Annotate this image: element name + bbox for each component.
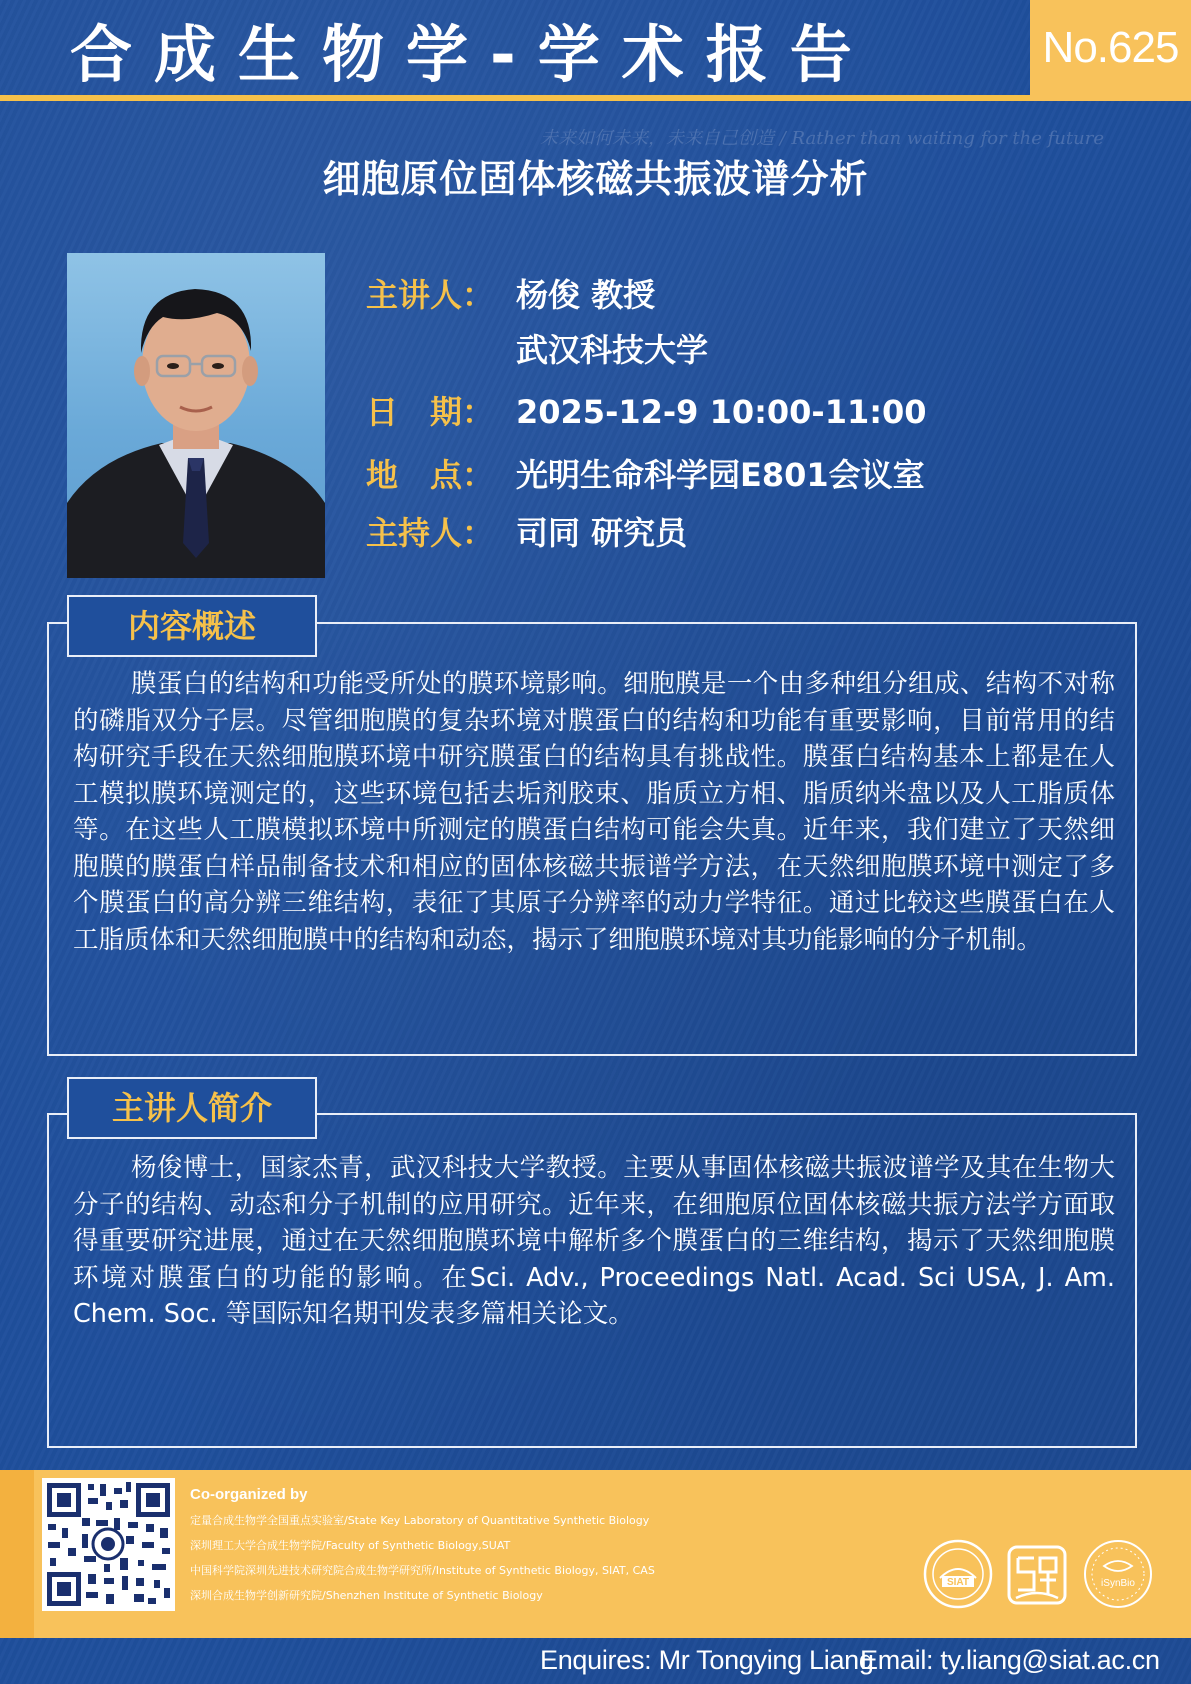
faculty-logo-icon (1004, 1542, 1070, 1612)
bio-text: 杨俊博士，国家杰青，武汉科技大学教授。主要从事固体核磁共振波谱学及其在生物大分子的结构、动态和分子机制的应用研究。近年来，在细胞原位固体核磁共振方法学方面取得重要研究进展，通过在天然细胞膜环境中解析多个膜蛋白的三维结构，揭示了天然细胞膜环境对膜蛋白的功能的影响。在Sci. Adv., Proceedings Natl. Acad. Sci USA, J. Am. Chem. Soc. 等国际知名期刊发表多篇相关论文。 (73, 1153, 1115, 1329)
header-rule (0, 95, 1030, 101)
siat-logo-icon (922, 1538, 994, 1614)
co-organized-label: Co-organized by (190, 1486, 308, 1503)
siat-logo-text: SIAT (946, 1577, 970, 1588)
organizer-4: 深圳合成生物学创新研究院/Shenzhen Institute of Synthetic Biology (190, 1589, 543, 1602)
footer-left-strip (0, 1470, 34, 1638)
series-title: 合成生物学-学术报告 (70, 18, 874, 91)
email-contact[interactable]: Email: ty.liang@siat.ac.cn (860, 1645, 1160, 1675)
organizer-1: 定量合成生物学全国重点实验室/State Key Laboratory of Quantitative Synthetic Biology (190, 1514, 650, 1527)
abstract-heading: 内容概述 (67, 595, 317, 657)
location-label: 地 点： (366, 456, 495, 494)
talk-title: 细胞原位固体核磁共振波谱分析 (322, 157, 869, 201)
organizer-2: 深圳理工大学合成生物学院/Faculty of Synthetic Biology,SUAT (190, 1539, 511, 1552)
speaker-portrait-icon (67, 253, 325, 578)
host-label: 主持人： (366, 514, 495, 552)
abstract-text: 膜蛋白的结构和功能受所处的膜环境影响。细胞膜是一个由多种组分组成、结构不对称的磷脂双分子层。尽管细胞膜的复杂环境对膜蛋白的结构和功能有重要影响，目前常用的结构研究手段在天然细胞膜环境中研究膜蛋白的结构具有挑战性。膜蛋白结构基本上都是在人工模拟膜环境测定的，这些环境包括去垢剂胶束、脂质立方相、脂质纳米盘以及人工脂质体等。在这些人工膜模拟环境中所测定的膜蛋白结构可能会失真。近年来，我们建立了天然细胞膜的膜蛋白样品制备技术和相应的固体核磁共振谱学方法，在天然细胞膜环境中测定了多个膜蛋白的高分辨三维结构，表征了其原子分辨率的动力学特征。通过比较这些膜蛋白在人工脂质体和天然细胞膜中的结构和动态，揭示了细胞膜环境对其功能影响的分子机制。 (73, 669, 1115, 955)
date-value: 2025-12-9 10:00-11:00 (516, 393, 927, 431)
background-motto: 未来如何未来，未来自己创造 / Rather than waiting for the future (540, 128, 1104, 149)
isynbio-logo-text: iSynBio (1101, 1578, 1135, 1589)
enquiries-contact: Enquires: Mr Tongying Liang (540, 1645, 874, 1675)
speaker-photo (67, 253, 325, 578)
speaker-label: 主讲人： (366, 276, 495, 314)
location-value: 光明生命科学园E801会议室 (516, 456, 925, 494)
date-label: 日 期： (366, 393, 495, 431)
organizer-3: 中国科学院深圳先进技术研究院合成生物学研究所/Institute of Synthetic Biology, SIAT, CAS (190, 1564, 655, 1577)
speaker-affiliation: 武汉科技大学 (516, 331, 709, 369)
bio-heading: 主讲人简介 (67, 1077, 317, 1139)
speaker-name: 杨俊 教授 (516, 276, 656, 314)
qr-code-icon[interactable] (42, 1478, 175, 1611)
issue-number-badge: No.625 (1030, 0, 1191, 101)
isynbio-logo-icon (1082, 1538, 1154, 1614)
host-value: 司同 研究员 (516, 514, 688, 552)
